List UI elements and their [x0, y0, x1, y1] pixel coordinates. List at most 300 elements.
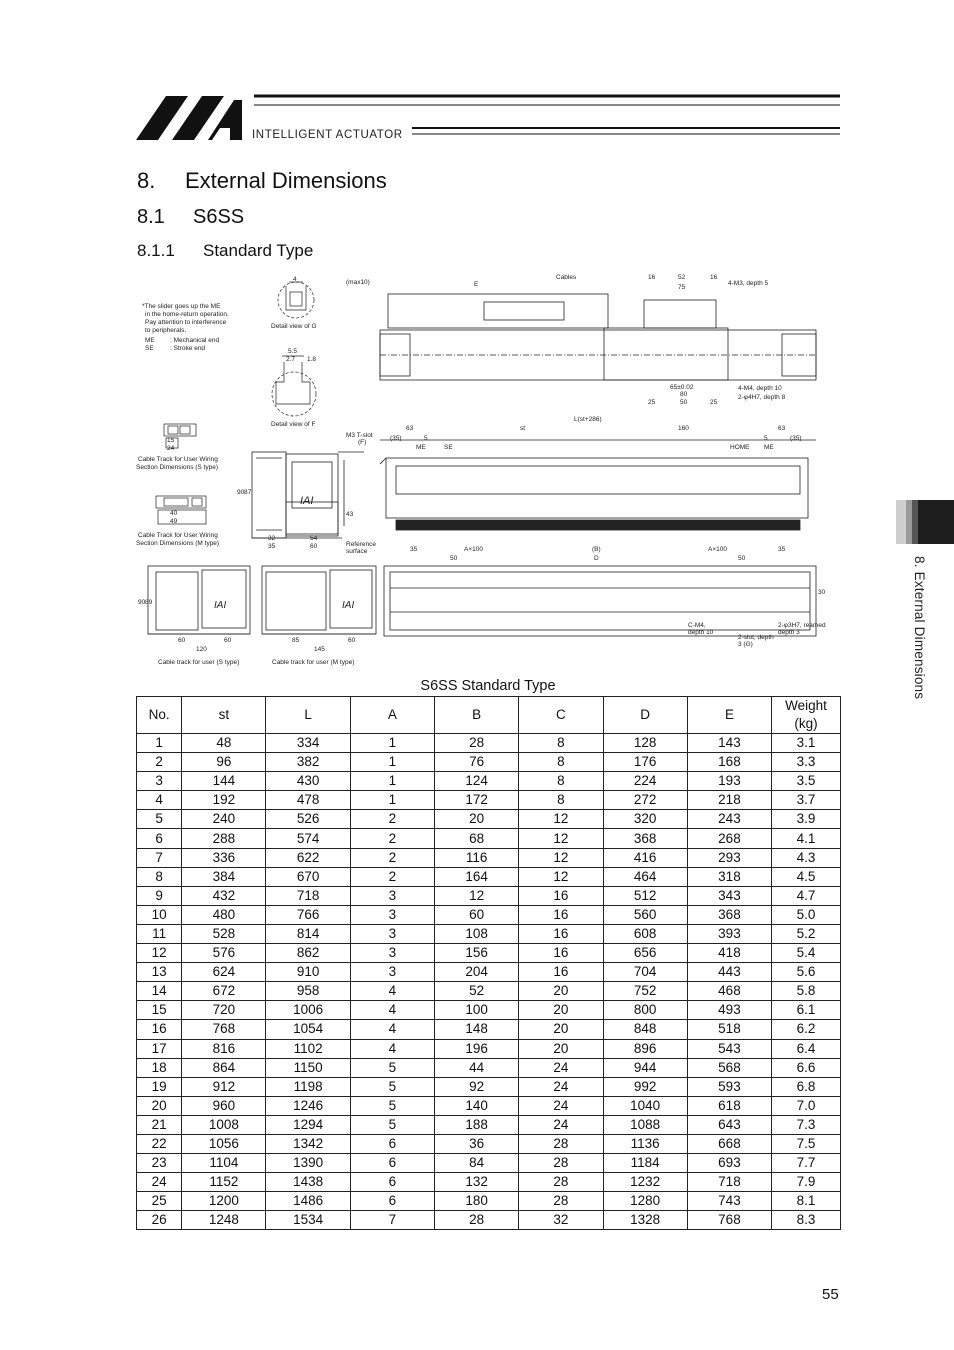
caption: Cable track for user (S type)	[158, 659, 240, 666]
table-cell: 518	[687, 1020, 771, 1039]
dim-label: 50	[680, 399, 688, 406]
table-cell: 96	[182, 753, 266, 772]
dim-label: ME	[764, 444, 774, 451]
table-cell: 1088	[603, 1115, 687, 1134]
table-cell: 172	[435, 791, 519, 810]
table-cell: 84	[435, 1154, 519, 1173]
table-cell: 8.3	[772, 1211, 841, 1230]
subsection-title: S6SS	[193, 206, 245, 228]
table-row	[137, 867, 841, 886]
callout: depth 10	[688, 629, 714, 636]
dim-label: 63	[778, 425, 786, 432]
dim-label: 50	[738, 555, 746, 562]
caption: Section Dimensions (S type)	[136, 464, 219, 471]
table-cell: 1	[350, 791, 434, 810]
table-body	[137, 734, 841, 1230]
table-cell: 24	[519, 1077, 603, 1096]
table-cell: 7.9	[772, 1173, 841, 1192]
table-cell: 13	[137, 963, 182, 982]
table-cell: 752	[603, 982, 687, 1001]
table-row	[137, 791, 841, 810]
dim-label: 5	[764, 435, 768, 442]
table-cell: 20	[519, 1020, 603, 1039]
table-cell: 393	[687, 924, 771, 943]
table-cell: 7	[350, 1211, 434, 1230]
table-cell: 443	[687, 963, 771, 982]
dim-label: 1.8	[307, 356, 317, 363]
table-cell: 568	[687, 1058, 771, 1077]
dim-label: A×100	[708, 546, 727, 553]
table-cell: 1150	[266, 1058, 350, 1077]
table-cell: 11	[137, 924, 182, 943]
table-cell: 768	[182, 1020, 266, 1039]
table-cell: 18	[137, 1058, 182, 1077]
table-cell: 6	[137, 829, 182, 848]
column-header: B	[435, 697, 519, 734]
side-view	[380, 440, 816, 530]
table-cell: 643	[687, 1115, 771, 1134]
dim-label: 35	[268, 543, 276, 550]
table-row	[137, 886, 841, 905]
table-cell: 693	[687, 1154, 771, 1173]
table-cell: 188	[435, 1115, 519, 1134]
table-cell: 618	[687, 1096, 771, 1115]
callout: Reference	[346, 541, 376, 548]
table-cell: 864	[182, 1058, 266, 1077]
table-cell: 1280	[603, 1192, 687, 1211]
table-cell: 3.3	[772, 753, 841, 772]
table-cell: 1102	[266, 1039, 350, 1058]
table-cell: 28	[519, 1134, 603, 1153]
callout: 3 (G)	[738, 641, 753, 648]
table-cell: 100	[435, 1001, 519, 1020]
table-row	[137, 1154, 841, 1173]
note-line: Pay attention to interference	[145, 319, 227, 326]
table-cell: 7.7	[772, 1154, 841, 1173]
column-header: L	[266, 697, 350, 734]
table-cell: 6	[350, 1173, 434, 1192]
table-cell: 416	[603, 848, 687, 867]
table-cell: 4.1	[772, 829, 841, 848]
table-cell: 1232	[603, 1173, 687, 1192]
dimension-drawing	[134, 272, 834, 672]
column-header: D	[603, 697, 687, 734]
table-header-row	[137, 697, 841, 734]
dim-label: 63	[406, 425, 414, 432]
table-cell: 16	[519, 886, 603, 905]
table-row	[137, 924, 841, 943]
table-cell: 6	[350, 1192, 434, 1211]
table-cell: 1486	[266, 1192, 350, 1211]
table-cell: 6.1	[772, 1001, 841, 1020]
table-cell: 7.3	[772, 1115, 841, 1134]
table-cell: 896	[603, 1039, 687, 1058]
table-cell: 944	[603, 1058, 687, 1077]
dim-label: st	[520, 425, 526, 432]
dim-label: (B)	[592, 546, 601, 553]
table-cell: 288	[182, 829, 266, 848]
note-line: in the home-return operation.	[145, 311, 229, 318]
table-cell: 468	[687, 982, 771, 1001]
table-cell: 1040	[603, 1096, 687, 1115]
table-cell: 1136	[603, 1134, 687, 1153]
table-cell: 7	[137, 848, 182, 867]
dim-label: 90	[138, 599, 146, 606]
table-cell: 3.5	[772, 772, 841, 791]
table-row	[137, 1020, 841, 1039]
table-cell: 240	[182, 810, 266, 829]
table-cell: 124	[435, 772, 519, 791]
cable-track-m-section	[156, 496, 206, 524]
table-cell: 1152	[182, 1173, 266, 1192]
table-cell: 28	[519, 1192, 603, 1211]
table-cell: 176	[603, 753, 687, 772]
dim-label: ME	[416, 444, 426, 451]
column-header: st	[182, 697, 266, 734]
table-cell: 28	[519, 1173, 603, 1192]
section-title: External Dimensions	[185, 168, 387, 193]
table-cell: 3	[350, 886, 434, 905]
table-cell: 4.3	[772, 848, 841, 867]
table-cell: 8	[519, 734, 603, 753]
table-cell: 26	[137, 1211, 182, 1230]
table-cell: 593	[687, 1077, 771, 1096]
table-cell: 743	[687, 1192, 771, 1211]
dim-label: 52	[678, 274, 686, 281]
table-cell: 704	[603, 963, 687, 982]
table-cell: 3.7	[772, 791, 841, 810]
table-cell: 36	[435, 1134, 519, 1153]
table-cell: 526	[266, 810, 350, 829]
table-cell: 24	[519, 1096, 603, 1115]
table-cell: 164	[435, 867, 519, 886]
table-cell: 48	[182, 734, 266, 753]
drawing-notes	[142, 303, 229, 352]
table-row	[137, 944, 841, 963]
table-cell: 20	[519, 1001, 603, 1020]
dim-label: 15	[167, 437, 175, 444]
subsubsection-heading	[137, 241, 313, 261]
table-cell: 92	[435, 1077, 519, 1096]
table-row	[137, 829, 841, 848]
table-cell: 7.5	[772, 1134, 841, 1153]
table-row	[137, 1001, 841, 1020]
dim-label: SE	[444, 444, 453, 451]
table-cell: 1008	[182, 1115, 266, 1134]
table-cell: 7.0	[772, 1096, 841, 1115]
dim-label: 65±0.02	[670, 384, 694, 391]
table-cell: 12	[519, 810, 603, 829]
table-cell: 5.6	[772, 963, 841, 982]
table-cell: 108	[435, 924, 519, 943]
table-cell: 608	[603, 924, 687, 943]
table-cell: 800	[603, 1001, 687, 1020]
table-cell: 2	[350, 829, 434, 848]
table-row	[137, 982, 841, 1001]
dim-label: D	[594, 555, 599, 562]
table-cell: 8	[519, 791, 603, 810]
table-cell: 24	[519, 1115, 603, 1134]
dim-label: 5.5	[288, 348, 298, 355]
table-cell: 512	[603, 886, 687, 905]
subsubsection-number: 8.1.1	[137, 241, 175, 260]
detail-f-caption: Detail view of F	[271, 421, 316, 428]
table-cell: 1534	[266, 1211, 350, 1230]
table-cell: 910	[266, 963, 350, 982]
iai-logo	[136, 92, 846, 144]
table-cell: 12	[519, 867, 603, 886]
dim-label: E	[474, 281, 479, 288]
table-cell: 243	[687, 810, 771, 829]
table-cell: 1200	[182, 1192, 266, 1211]
table-cell: 20	[519, 1039, 603, 1058]
table-cell: 718	[687, 1173, 771, 1192]
table-cell: 16	[519, 963, 603, 982]
table-cell: 336	[182, 848, 266, 867]
caption: Cable Track for User Wiring	[138, 456, 218, 463]
table-cell: 480	[182, 905, 266, 924]
table-cell: 293	[687, 848, 771, 867]
table-cell: 766	[266, 905, 350, 924]
table-cell: 668	[687, 1134, 771, 1153]
dim-label: 60	[224, 637, 232, 644]
table-cell: 2	[137, 753, 182, 772]
table-cell: 5.0	[772, 905, 841, 924]
table-cell: 3	[350, 924, 434, 943]
table-cell: 168	[687, 753, 771, 772]
dim-label: 89	[145, 599, 153, 606]
table-cell: 1	[350, 753, 434, 772]
table-cell: 2	[350, 867, 434, 886]
table-cell: 22	[137, 1134, 182, 1153]
table-row	[137, 1192, 841, 1211]
table-cell: 528	[182, 924, 266, 943]
brand-text: INTELLIGENT ACTUATOR	[252, 129, 403, 141]
column-header: Weight (kg)	[772, 697, 841, 734]
callout: 2-φ3H7, reamed	[778, 622, 826, 629]
table-cell: 8.1	[772, 1192, 841, 1211]
table-cell: 5.8	[772, 982, 841, 1001]
caption: Cable track for user (M type)	[272, 659, 355, 666]
table-cell: 193	[687, 772, 771, 791]
table-cell: 1056	[182, 1134, 266, 1153]
table-cell: 16	[519, 944, 603, 963]
detail-g	[278, 282, 314, 318]
table-cell: 180	[435, 1192, 519, 1211]
bottom-view	[384, 566, 816, 636]
table-cell: 432	[182, 886, 266, 905]
table-cell: 624	[182, 963, 266, 982]
table-cell: 28	[519, 1154, 603, 1173]
dim-label: 60	[348, 637, 356, 644]
dim-label: 85	[292, 637, 300, 644]
spec-table	[136, 696, 841, 1230]
table-cell: 20	[137, 1096, 182, 1115]
table-cell: 16	[137, 1020, 182, 1039]
table-cell: 1104	[182, 1154, 266, 1173]
table-cell: 204	[435, 963, 519, 982]
table-cell: 14	[137, 982, 182, 1001]
table-cell: 16	[519, 924, 603, 943]
table-cell: 6	[350, 1134, 434, 1153]
table-cell: 140	[435, 1096, 519, 1115]
table-cell: 17	[137, 1039, 182, 1058]
table-cell: 4.7	[772, 886, 841, 905]
table-cell: 60	[435, 905, 519, 924]
table-cell: 3.9	[772, 810, 841, 829]
table-row	[137, 1077, 841, 1096]
table-cell: 8	[519, 753, 603, 772]
table-cell: 478	[266, 791, 350, 810]
dim-label: 2.7	[286, 356, 296, 363]
table-cell: 5	[137, 810, 182, 829]
table-row	[137, 1096, 841, 1115]
callout: Cables	[556, 274, 577, 281]
table-cell: 3	[350, 963, 434, 982]
dim-label: 87	[244, 489, 252, 496]
dim-label: 4	[293, 276, 297, 283]
column-header: E	[687, 697, 771, 734]
table-cell: 5	[350, 1096, 434, 1115]
table-cell: 1246	[266, 1096, 350, 1115]
dim-label: 90	[237, 489, 245, 496]
detail-g-caption: Detail view of G	[271, 323, 317, 330]
legend-meaning: : Stroke end	[170, 345, 206, 352]
dim-label: (35)	[390, 435, 402, 442]
subsection-heading	[137, 206, 244, 229]
table-cell: 368	[603, 829, 687, 848]
table-cell: 224	[603, 772, 687, 791]
table-cell: 430	[266, 772, 350, 791]
table-cell: 318	[687, 867, 771, 886]
table-cell: 718	[266, 886, 350, 905]
table-title: S6SS Standard Type	[420, 678, 556, 694]
callout: surface	[346, 548, 368, 555]
table-cell: 132	[435, 1173, 519, 1192]
column-header: A	[350, 697, 434, 734]
table-cell: 6	[350, 1154, 434, 1173]
subsubsection-title: Standard Type	[203, 241, 314, 260]
table-cell: 912	[182, 1077, 266, 1096]
table-cell: 28	[435, 1211, 519, 1230]
legend-abbr: ME	[145, 337, 155, 344]
table-cell: 4	[137, 791, 182, 810]
chapter-tab	[896, 500, 954, 544]
table-cell: 116	[435, 848, 519, 867]
iai-mark: IAI	[300, 495, 314, 507]
table-cell: 576	[182, 944, 266, 963]
table-row	[137, 1039, 841, 1058]
section-heading	[137, 168, 387, 194]
table-cell: 20	[435, 810, 519, 829]
table-cell: 28	[435, 734, 519, 753]
callout: 2-φ4H7, depth 8	[738, 394, 786, 401]
table-cell: 1390	[266, 1154, 350, 1173]
table-cell: 192	[182, 791, 266, 810]
table-cell: 4.5	[772, 867, 841, 886]
column-header: C	[519, 697, 603, 734]
table-cell: 1	[137, 734, 182, 753]
table-cell: 156	[435, 944, 519, 963]
table-cell: 958	[266, 982, 350, 1001]
dim-label: 75	[678, 284, 686, 291]
callout: 2-slot, depth	[738, 634, 774, 641]
dim-label: 54	[310, 535, 318, 542]
dim-label: 30	[818, 589, 826, 596]
dim-label: 120	[196, 646, 207, 653]
table-cell: 656	[603, 944, 687, 963]
table-cell: 20	[519, 982, 603, 1001]
table-cell: 9	[137, 886, 182, 905]
dim-label: 43	[346, 511, 354, 518]
legend-meaning: : Mechanical end	[170, 337, 220, 344]
table-row	[137, 753, 841, 772]
dim-label: 49	[170, 518, 178, 525]
table-cell: 12	[519, 829, 603, 848]
dim-label: 16	[710, 274, 718, 281]
dim-label: 16	[648, 274, 656, 281]
table-cell: 1438	[266, 1173, 350, 1192]
dim-label: 5	[424, 435, 428, 442]
table-cell: 992	[603, 1077, 687, 1096]
table-cell: 8	[137, 867, 182, 886]
table-cell: 16	[519, 905, 603, 924]
callout: 4-M4, depth 10	[738, 385, 782, 392]
table-cell: 1	[350, 734, 434, 753]
table-cell: 672	[182, 982, 266, 1001]
table-cell: 4	[350, 1020, 434, 1039]
table-cell: 19	[137, 1077, 182, 1096]
callout: C-M4,	[688, 622, 706, 629]
iai-mark: IAI	[214, 600, 227, 611]
table-cell: 143	[687, 734, 771, 753]
table-cell: 343	[687, 886, 771, 905]
dim-label: 60	[310, 543, 318, 550]
dim-label: 80	[680, 391, 688, 398]
table-cell: 24	[137, 1173, 182, 1192]
dim-label: (max10)	[346, 279, 370, 286]
detail-f	[272, 356, 316, 416]
table-cell: 3	[350, 905, 434, 924]
table-cell: 5	[350, 1058, 434, 1077]
table-cell: 4	[350, 982, 434, 1001]
iai-mark: IAI	[342, 600, 355, 611]
table-row	[137, 772, 841, 791]
table-cell: 960	[182, 1096, 266, 1115]
table-row	[137, 1058, 841, 1077]
table-cell: 10	[137, 905, 182, 924]
section-number: 8.	[137, 168, 156, 193]
table-cell: 816	[182, 1039, 266, 1058]
table-cell: 814	[266, 924, 350, 943]
table-cell: 368	[687, 905, 771, 924]
table-cell: 3	[350, 944, 434, 963]
table-cell: 272	[603, 791, 687, 810]
table-row	[137, 905, 841, 924]
table-row	[137, 1115, 841, 1134]
dim-label: (35)	[790, 435, 802, 442]
dim-label: 25	[648, 399, 656, 406]
table-cell: 76	[435, 753, 519, 772]
table-row	[137, 1211, 841, 1230]
page-number: 55	[822, 1286, 839, 1303]
dim-label: A×100	[464, 546, 483, 553]
subsection-number: 8.1	[137, 206, 165, 228]
note-line: *The slider goes up the ME	[142, 303, 221, 310]
table-cell: 543	[687, 1039, 771, 1058]
caption: Section Dimensions (M type)	[136, 540, 220, 547]
table-row	[137, 963, 841, 982]
